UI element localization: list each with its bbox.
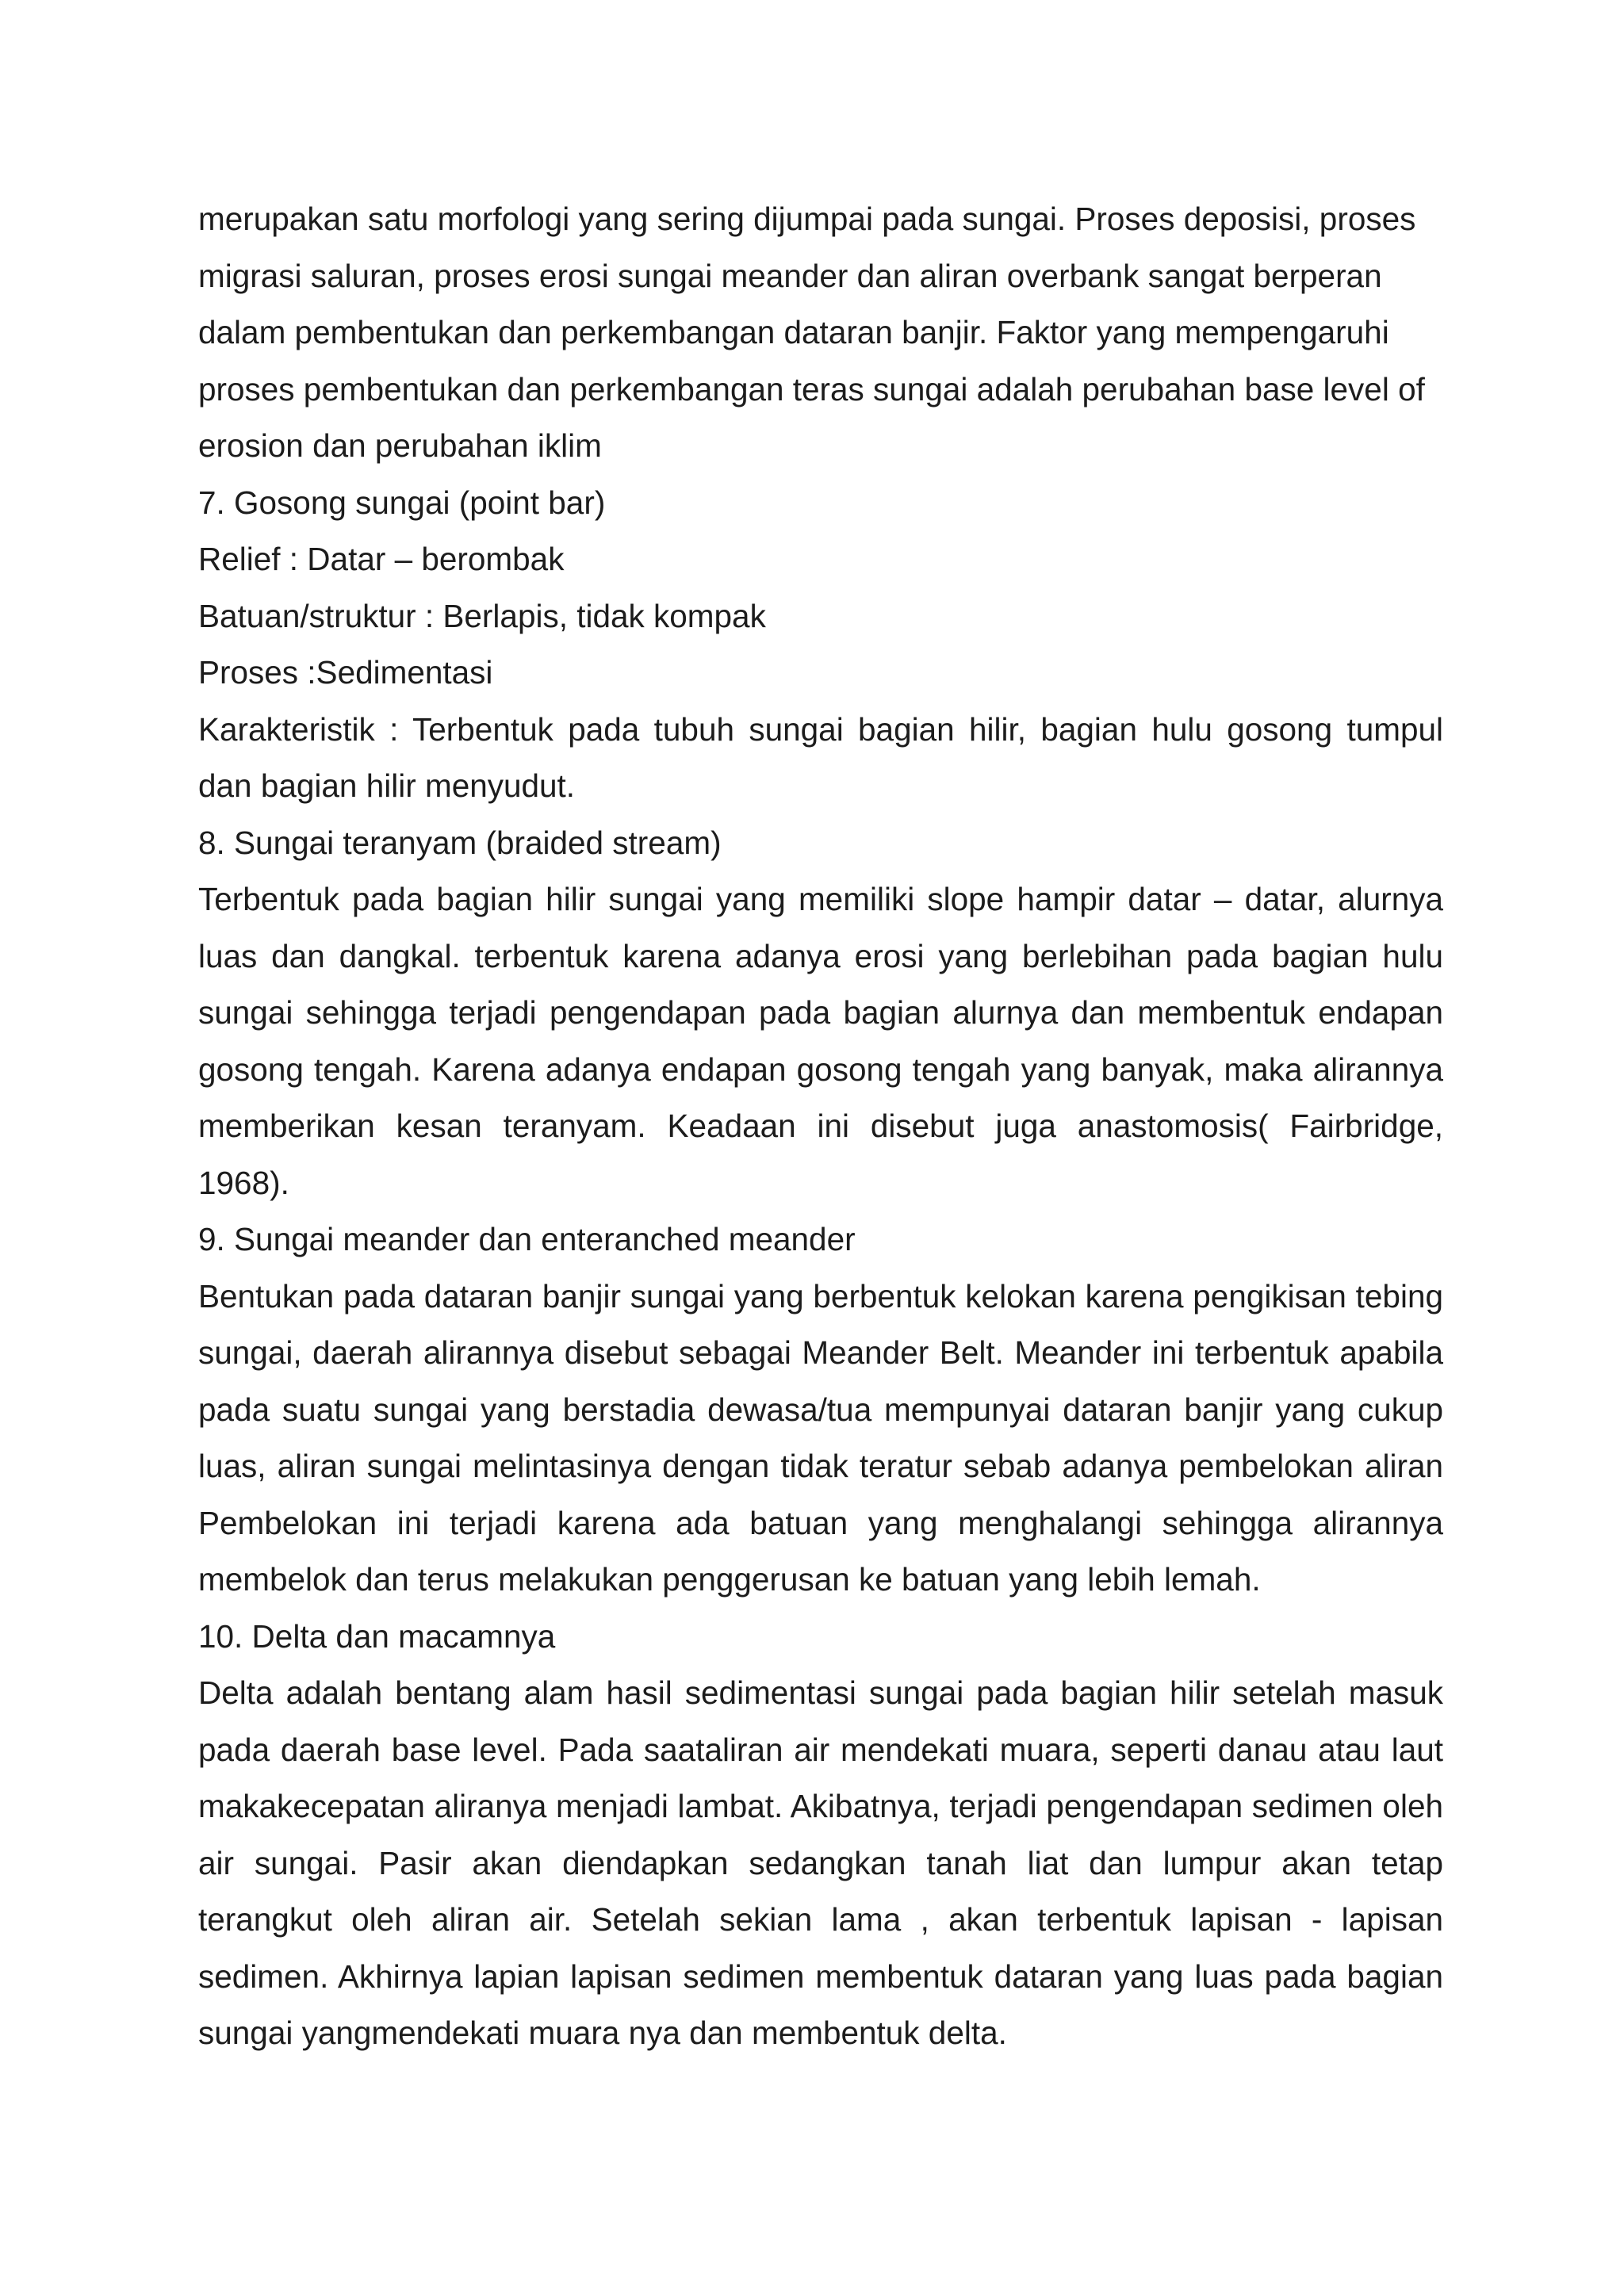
heading-delta: 10. Delta dan macamnya (198, 1617, 556, 1655)
document-page (198, 191, 1443, 2062)
paragraph-meander: Bentukan pada dataran banjir sungai yang berbentuk kelokan karena pengikisan tebing sungai, daerah alirannya disebut sebagai Meander Belt. Meander ini terbentuk apabila pada suatu sungai yang berstadia dewasa/tua mempunyai dataran banjir yang cukup luas, aliran sungai melintasinya dengan tidak teratur sebab adanya pembelokan aliran Pembelokan ini terjadi karena ada batuan yang menghalangi sehingga alirannya membelok dan terus melakukan penggerusan ke batuan yang lebih lemah. (198, 1277, 1443, 1598)
heading-braided-stream: 8. Sungai teranyam (braided stream) (198, 824, 722, 861)
paragraph-delta: Delta adalah bentang alam hasil sedimentasi sungai pada bagian hilir setelah masuk pada daerah base level. Pada saataliran air mendekati muara, seperti danau atau laut makakecepatan aliranya menjadi lambat. Akibatnya, terjadi pengendapan sedimen oleh air sungai. Pasir akan diendapkan sedangkan tanah liat dan lumpur akan tetap terangkut oleh aliran air. Setelah sekian lama , akan terbentuk lapisan - lapisan sedimen. Akhirnya lapian lapisan sedimen membentuk dataran yang luas pada bagian sungai yangmendekati muara nya dan membentuk delta. (198, 1674, 1443, 2051)
heading-meander: 9. Sungai meander dan enteranched meander (198, 1221, 856, 1257)
paragraph-floodplain-intro: merupakan satu morfologi yang sering dijumpai pada sungai. Proses deposisi, proses migrasi saluran, proses erosi sungai meander dan aliran overbank sangat berperan dalam pembentukan dan perkembangan dataran banjir. Faktor yang mempengaruhi proses pembentukan dan perkembangan teras sungai adalah perubahan base level of erosion dan perubahan iklim (198, 201, 1425, 464)
point-bar-rock-structure: Batuan/struktur : Berlapis, tidak kompak (198, 597, 766, 634)
point-bar-relief: Relief : Datar – berombak (198, 541, 565, 577)
paragraph-braided-stream: Terbentuk pada bagian hilir sungai yang memiliki slope hampir datar – datar, alurnya luas dan dangkal. terbentuk karena adanya erosi yang berlebihan pada bagian hulu sungai sehingga terjadi pengendapan pada bagian alurnya dan membentuk endapan gosong tengah. Karena adanya endapan gosong tengah yang banyak, maka alirannya memberikan kesan teranyam. Keadaan ini disebut juga anastomosis( Fairbridge, 1968). (198, 881, 1443, 1201)
point-bar-process: Proses :Sedimentasi (198, 654, 493, 691)
point-bar-characteristics: Karakteristik : Terbentuk pada tubuh sungai bagian hilir, bagian hulu gosong tumpul dan bagian hilir menyudut. (198, 710, 1443, 804)
heading-point-bar: 7. Gosong sungai (point bar) (198, 484, 606, 521)
